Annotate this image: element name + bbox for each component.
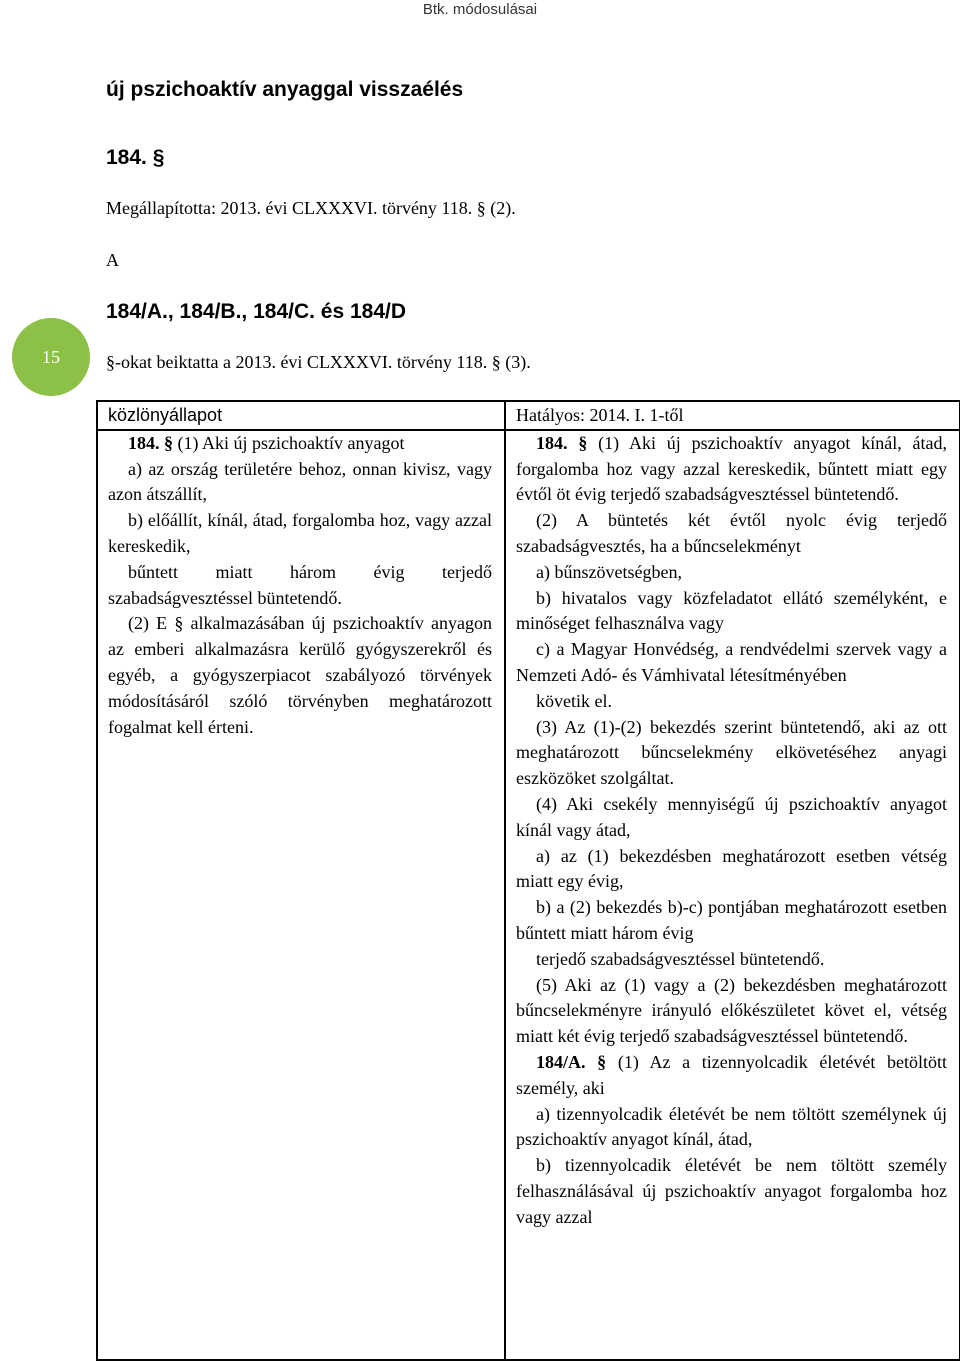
- paragraph: [108, 508, 492, 560]
- running-header: [0, 0, 960, 22]
- section-label: 184. §: [536, 432, 588, 453]
- inserted-sections: 184/A., 184/B., 184/C. és 184/D: [106, 300, 407, 323]
- paragraph-text: (3) Az (1)-(2) bekezdés szerint büntetendő, aki az ott meghatározott bűncselekmény elkövetéséhez anyagi eszközöket szolgáltat.: [516, 716, 947, 789]
- paragraph: [516, 1050, 947, 1102]
- paragraph-text: a) az ország területére behoz, onnan kivisz, vagy azon átszállít,: [108, 458, 492, 505]
- paragraph-text: c) a Magyar Honvédség, a rendvédelmi szervek vagy a Nemzeti Adó- és Vámhivatal létesítményében: [516, 639, 947, 685]
- page-number-badge: [12, 318, 90, 396]
- paragraph-text: (1) Aki új pszichoaktív anyagot: [173, 432, 405, 453]
- paragraph: [516, 844, 947, 896]
- paragraph: [516, 895, 947, 947]
- paragraph: [516, 689, 947, 715]
- paragraph: [516, 973, 947, 1050]
- paragraph-text: (4) Aki csekély mennyiségű új pszichoaktív anyagot kínál vagy átad,: [516, 793, 947, 840]
- paragraph-text: (1) Az a tizennyolcadik életévét betöltött személy, aki: [516, 1051, 948, 1098]
- paragraph-text: b) a (2) bekezdés b)-c) pontjában meghatározott esetben bűntett miatt három évig: [516, 897, 947, 943]
- column-header-gazette-state: közlönyállapot: [97, 401, 505, 430]
- table-header-row: [97, 401, 960, 430]
- paragraph: [108, 431, 492, 457]
- table-body-row: [97, 430, 960, 1360]
- paragraph: [108, 611, 492, 740]
- right-column-text: [505, 430, 960, 1360]
- paragraph: [516, 792, 947, 844]
- left-column-text: [97, 430, 505, 1360]
- paragraph-text: követik el.: [536, 690, 612, 711]
- paragraph-text: a) bűnszövetségben,: [536, 561, 682, 582]
- paragraph-text: b) hivatalos vagy közfeladatot ellátó személyként, e minőséget felhasználva vagy: [516, 587, 947, 634]
- comparison-table: [96, 400, 960, 1361]
- letter-a: A: [106, 250, 119, 270]
- inserted-by-note: §-okat beiktatta a 2013. évi CLXXXVI. törvény 118. § (3).: [106, 352, 531, 372]
- paragraph-text: b) tizennyolcadik életévét be nem töltött személy felhasználásával új pszichoaktív anyagot forgalomba hoz vagy azzal: [516, 1155, 947, 1227]
- paragraph-text: a) tizennyolcadik életévét be nem töltött személynek új pszichoaktív anyagot kínál, átad,: [516, 1103, 947, 1150]
- paragraph-text: (2) E § alkalmazásában új pszichoaktív anyagon az emberi alkalmazásra kerülő gyógyszerekről és egyéb, a gyógyszerpiacot szabályozó törvények módosításáról szóló törvényben meghatározott fogalmat kell érteni.: [108, 613, 492, 737]
- paragraph: [516, 508, 947, 560]
- paragraph: [516, 1153, 947, 1230]
- section-label: 184/A. §: [536, 1051, 607, 1072]
- paragraph-text: a) az (1) bekezdésben meghatározott esetben vétség miatt egy évig,: [516, 845, 947, 892]
- paragraph: [516, 1102, 947, 1154]
- column-header-effective: Hatályos: 2014. I. 1-től: [505, 401, 960, 430]
- section-label: 184. §: [128, 432, 173, 453]
- paragraph: [516, 715, 947, 792]
- paragraph-text: bűntett miatt három évig terjedő szabadságvesztéssel büntetendő.: [108, 561, 492, 608]
- paragraph: [516, 560, 947, 586]
- running-header-title: Btk. módosulásai: [422, 1, 538, 18]
- paragraph: [516, 586, 947, 638]
- paragraph: [516, 947, 947, 973]
- paragraph: [108, 457, 492, 509]
- section-title: új pszichoaktív anyaggal visszaélés: [106, 78, 464, 101]
- paragraph-text: b) előállít, kínál, átad, forgalomba hoz, vagy azzal kereskedik,: [108, 510, 492, 556]
- established-by-note: Megállapította: 2013. évi CLXXXVI. törvény 118. § (2).: [106, 198, 516, 218]
- paragraph-text: (5) Aki az (1) vagy a (2) bekezdésben meghatározott bűncselekményre irányuló előkészületet követ el, vétség miatt két évig terjedő szabadságvesztéssel büntetendő.: [516, 974, 947, 1047]
- page-number: 15: [42, 347, 60, 367]
- section-number: 184. §: [106, 146, 165, 169]
- paragraph: [516, 637, 947, 689]
- paragraph: [516, 431, 947, 508]
- paragraph-text: (1) Aki új pszichoaktív anyagot kínál, átad, forgalomba hoz vagy azzal kereskedik, bűntett miatt egy évtől öt évig terjedő szabadságvesztéssel büntetendő.: [516, 432, 948, 505]
- paragraph-text: (2) A büntetés két évtől nyolc évig terjedő szabadságvesztés, ha a bűncselekményt: [516, 510, 947, 556]
- paragraph: [108, 560, 492, 612]
- paragraph-text: terjedő szabadságvesztéssel büntetendő.: [536, 948, 825, 969]
